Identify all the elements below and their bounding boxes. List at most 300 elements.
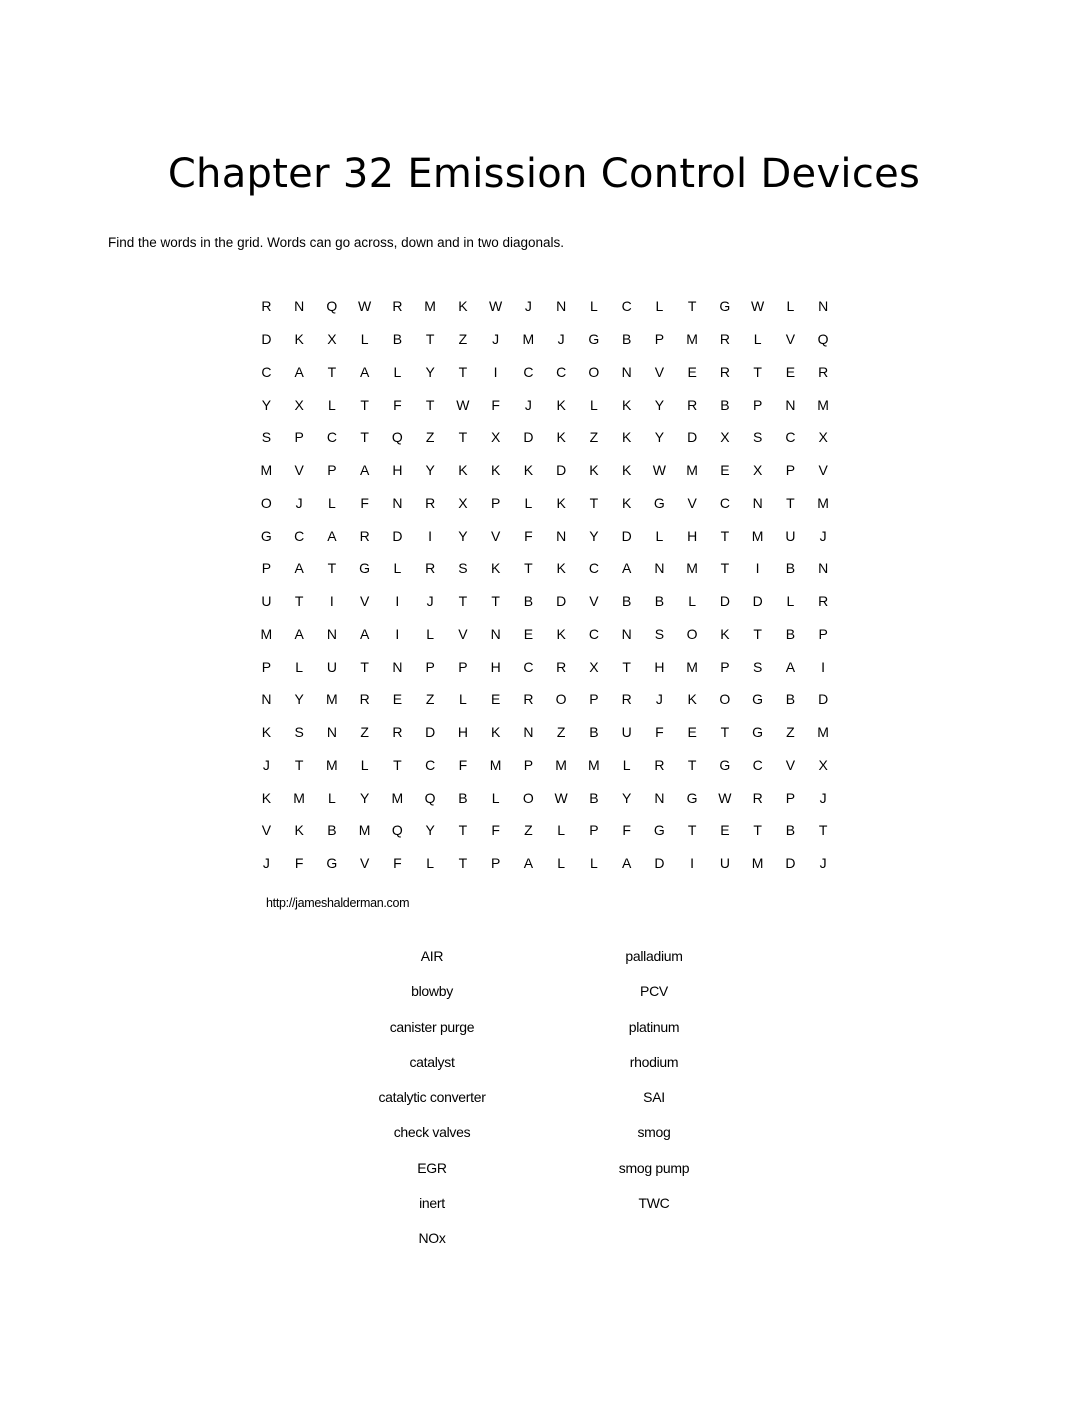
- grid-letter: T: [393, 756, 402, 773]
- grid-letter: P: [490, 855, 501, 872]
- grid-letter: L: [295, 658, 304, 675]
- grid-letter: G: [719, 298, 731, 315]
- grid-letter: B: [785, 822, 796, 839]
- grid-letter: T: [360, 658, 369, 675]
- grid-letter: P: [261, 560, 272, 577]
- grid-letter: T: [687, 756, 697, 773]
- grid-letter: S: [261, 429, 272, 446]
- grid-letter: B: [458, 789, 468, 806]
- grid-letter: L: [557, 822, 566, 839]
- grid-letter: G: [359, 560, 371, 577]
- grid-letter: P: [425, 658, 435, 675]
- grid-letter: B: [621, 593, 632, 610]
- grid-letter: J: [295, 494, 303, 511]
- grid-letter: G: [653, 494, 665, 511]
- grid-letter: J: [524, 396, 532, 413]
- grid-letter: R: [425, 494, 436, 511]
- grid-letter: L: [688, 593, 697, 610]
- grid-letter: P: [523, 756, 534, 773]
- grid-letter: T: [458, 822, 468, 839]
- grid-letter: D: [719, 593, 730, 610]
- grid-letter: T: [687, 298, 697, 315]
- grid-letter: M: [817, 724, 829, 741]
- grid-letter: K: [458, 462, 468, 479]
- grid-letter: O: [686, 625, 698, 642]
- word-search-grid: [250, 290, 840, 880]
- grid-letter: K: [294, 822, 304, 839]
- grid-letter: T: [425, 396, 435, 413]
- grid-letter: C: [719, 494, 730, 511]
- grid-letter: K: [589, 462, 599, 479]
- grid-letter: C: [752, 756, 763, 773]
- grid-letter: M: [817, 396, 829, 413]
- word-list-item: EGR: [417, 1159, 447, 1176]
- grid-letter: O: [522, 789, 534, 806]
- grid-letter: R: [752, 789, 763, 806]
- grid-letter: L: [524, 494, 533, 511]
- grid-letter: H: [457, 724, 468, 741]
- grid-letter: Z: [360, 724, 369, 741]
- grid-letter: Y: [654, 396, 665, 413]
- grid-letter: M: [358, 822, 371, 839]
- grid-letter: E: [720, 822, 730, 839]
- grid-letter: B: [621, 331, 632, 348]
- grid-letter: L: [491, 789, 500, 806]
- grid-letter: K: [261, 789, 272, 806]
- grid-letter: U: [261, 593, 272, 610]
- grid-letter: R: [359, 527, 370, 544]
- grid-letter: N: [621, 625, 632, 642]
- grid-letter: Q: [391, 429, 403, 446]
- grid-letter: A: [294, 560, 304, 577]
- grid-letter: M: [522, 331, 535, 348]
- grid-letter: E: [392, 691, 403, 708]
- grid-letter: G: [588, 331, 600, 348]
- grid-letter: G: [752, 724, 764, 741]
- grid-letter: L: [327, 396, 336, 413]
- grid-letter: L: [622, 756, 631, 773]
- grid-letter: R: [621, 691, 632, 708]
- grid-letter: L: [393, 363, 402, 380]
- source-url: http://jameshalderman.com: [266, 896, 410, 910]
- grid-letter: T: [753, 363, 762, 380]
- grid-letter: G: [653, 822, 665, 839]
- grid-letter: K: [261, 724, 272, 741]
- grid-letter: L: [393, 560, 402, 577]
- grid-letter: U: [785, 527, 796, 544]
- grid-letter: V: [687, 494, 697, 511]
- grid-letter: W: [358, 298, 372, 315]
- instructions: Find the words in the grid. Words can go across, down and in two diagonals.: [108, 235, 565, 250]
- grid-letter: E: [785, 363, 796, 380]
- grid-letter: N: [785, 396, 796, 413]
- grid-letter: C: [425, 756, 436, 773]
- grid-letter: P: [720, 658, 730, 675]
- grid-letter: K: [556, 429, 566, 446]
- grid-letter: T: [294, 756, 304, 773]
- grid-letter: G: [752, 691, 764, 708]
- grid-letter: D: [425, 724, 436, 741]
- grid-letter: T: [589, 494, 599, 511]
- grid-letter: B: [392, 331, 403, 348]
- word-list-item: NOx: [418, 1230, 446, 1246]
- grid-letter: D: [818, 691, 829, 708]
- grid-letter: M: [326, 756, 338, 773]
- grid-letter: R: [818, 593, 829, 610]
- grid-letter: K: [556, 494, 566, 511]
- grid-letter: F: [655, 724, 664, 741]
- grid-letter: L: [786, 298, 795, 315]
- grid-letter: T: [458, 363, 468, 380]
- grid-letter: P: [327, 462, 337, 479]
- grid-letter: K: [687, 691, 697, 708]
- grid-letter: C: [556, 363, 567, 380]
- grid-letter: B: [523, 593, 534, 610]
- grid-letter: Y: [425, 462, 435, 479]
- grid-letter: L: [426, 625, 435, 642]
- grid-letter: D: [785, 855, 796, 872]
- grid-letter: V: [359, 855, 370, 872]
- grid-letter: K: [621, 396, 632, 413]
- grid-letter: Z: [425, 429, 435, 446]
- grid-letter: N: [392, 494, 403, 511]
- grid-letter: E: [490, 691, 501, 708]
- grid-letter: T: [360, 429, 369, 446]
- grid-letter: A: [621, 855, 632, 872]
- grid-letter: R: [654, 756, 665, 773]
- grid-letter: F: [524, 527, 533, 544]
- grid-letter: S: [752, 429, 763, 446]
- grid-letter: V: [589, 593, 599, 610]
- grid-letter: T: [360, 396, 369, 413]
- grid-letter: Y: [359, 789, 370, 806]
- grid-letter: I: [493, 363, 498, 380]
- word-list-item: smog: [637, 1124, 671, 1141]
- grid-letter: J: [819, 527, 827, 544]
- grid-letter: W: [489, 298, 503, 315]
- grid-letter: V: [785, 756, 796, 773]
- grid-letter: N: [294, 298, 305, 315]
- grid-letter: T: [687, 822, 697, 839]
- grid-letter: M: [686, 331, 698, 348]
- grid-letter: L: [655, 527, 664, 544]
- word-list-item: PCV: [640, 983, 668, 1000]
- grid-letter: N: [261, 691, 272, 708]
- grid-letter: L: [360, 756, 369, 773]
- grid-letter: X: [589, 658, 599, 675]
- grid-letter: K: [720, 625, 730, 642]
- grid-letter: K: [621, 494, 632, 511]
- word-list-item: catalyst: [409, 1053, 455, 1070]
- grid-letter: B: [720, 396, 730, 413]
- grid-letter: A: [294, 363, 304, 380]
- grid-letter: W: [652, 462, 666, 479]
- grid-letter: N: [556, 527, 567, 544]
- grid-letter: G: [686, 789, 698, 806]
- grid-letter: P: [785, 462, 796, 479]
- grid-letter: D: [556, 593, 567, 610]
- grid-letter: G: [260, 527, 272, 544]
- word-list-item: smog pump: [618, 1159, 690, 1176]
- grid-letter: Y: [458, 527, 468, 544]
- grid-letter: L: [589, 855, 598, 872]
- grid-letter: B: [327, 822, 337, 839]
- grid-letter: M: [293, 789, 305, 806]
- grid-letter: T: [327, 363, 337, 380]
- word-list-item: platinum: [628, 1018, 680, 1035]
- grid-letter: N: [654, 560, 665, 577]
- grid-letter: M: [751, 527, 764, 544]
- grid-letter: I: [428, 527, 433, 544]
- grid-letter: R: [556, 658, 567, 675]
- grid-letter: L: [360, 331, 369, 348]
- grid-letter: Q: [817, 331, 829, 348]
- grid-letter: K: [556, 396, 566, 413]
- grid-letter: A: [523, 855, 534, 872]
- grid-letter: T: [622, 658, 631, 675]
- grid-letter: D: [687, 429, 698, 446]
- grid-letter: R: [359, 691, 370, 708]
- word-list-item: canister purge: [389, 1018, 475, 1035]
- grid-letter: T: [753, 625, 762, 642]
- grid-letter: L: [327, 789, 336, 806]
- grid-letter: R: [261, 298, 272, 315]
- grid-letter: K: [458, 298, 468, 315]
- grid-letter: S: [458, 560, 468, 577]
- word-list-item: rhodium: [629, 1053, 679, 1070]
- grid-letter: W: [718, 789, 732, 806]
- word-list-item: inert: [419, 1194, 445, 1211]
- grid-letter: M: [424, 298, 436, 315]
- grid-letter: R: [818, 363, 829, 380]
- grid-letter: L: [557, 855, 566, 872]
- grid-letter: Q: [391, 822, 403, 839]
- grid-letter: G: [326, 855, 338, 872]
- grid-letter: T: [818, 822, 828, 839]
- grid-letter: L: [786, 593, 795, 610]
- grid-letter: A: [327, 527, 337, 544]
- grid-letter: D: [621, 527, 632, 544]
- grid-letter: T: [458, 429, 468, 446]
- grid-letter: P: [785, 789, 796, 806]
- word-list-item: AIR: [420, 948, 444, 964]
- grid-letter: K: [556, 560, 566, 577]
- grid-letter: H: [687, 527, 698, 544]
- grid-letter: E: [720, 462, 730, 479]
- grid-letter: X: [294, 396, 304, 413]
- grid-letter: N: [556, 298, 567, 315]
- grid-letter: M: [686, 560, 698, 577]
- grid-letter: I: [821, 658, 826, 675]
- grid-letter: A: [359, 462, 370, 479]
- grid-letter: J: [819, 789, 827, 806]
- grid-letter: F: [393, 396, 402, 413]
- grid-letter: T: [327, 560, 337, 577]
- grid-letter: R: [523, 691, 534, 708]
- grid-letter: S: [654, 625, 665, 642]
- grid-letter: Y: [425, 363, 435, 380]
- grid-letter: C: [326, 429, 337, 446]
- grid-letter: B: [785, 691, 796, 708]
- grid-letter: P: [752, 396, 763, 413]
- grid-letter: D: [392, 527, 403, 544]
- grid-letter: U: [326, 658, 337, 675]
- grid-letter: Z: [786, 724, 795, 741]
- grid-letter: D: [523, 429, 534, 446]
- grid-letter: A: [294, 625, 304, 642]
- word-list-item: catalytic converter: [378, 1089, 486, 1105]
- grid-letter: W: [554, 789, 568, 806]
- grid-letter: T: [458, 593, 468, 610]
- grid-letter: P: [589, 822, 599, 839]
- word-list-item: palladium: [625, 948, 683, 964]
- grid-letter: T: [720, 560, 730, 577]
- grid-letter: I: [395, 593, 400, 610]
- grid-letter: P: [294, 429, 304, 446]
- grid-letter: C: [261, 363, 272, 380]
- grid-letter: W: [751, 298, 765, 315]
- grid-letter: M: [686, 658, 698, 675]
- grid-letter: J: [819, 855, 827, 872]
- grid-letter: V: [294, 462, 304, 479]
- grid-letter: J: [492, 331, 500, 348]
- grid-letter: N: [621, 363, 632, 380]
- grid-letter: T: [720, 724, 730, 741]
- grid-letter: F: [491, 396, 500, 413]
- grid-letter: M: [686, 462, 698, 479]
- grid-letter: A: [359, 363, 370, 380]
- grid-letter: L: [426, 855, 435, 872]
- grid-letter: T: [458, 855, 468, 872]
- grid-letter: A: [785, 658, 796, 675]
- grid-letter: E: [687, 363, 697, 380]
- grid-letter: R: [719, 363, 730, 380]
- grid-letter: E: [687, 724, 697, 741]
- grid-letter: C: [588, 560, 599, 577]
- grid-letter: D: [556, 462, 567, 479]
- grid-letter: M: [555, 756, 567, 773]
- grid-letter: L: [753, 331, 762, 348]
- grid-letter: A: [621, 560, 632, 577]
- grid-letter: Z: [524, 822, 533, 839]
- grid-letter: O: [555, 691, 567, 708]
- grid-letter: U: [621, 724, 632, 741]
- grid-letter: Z: [425, 691, 435, 708]
- grid-letter: X: [327, 331, 337, 348]
- grid-letter: V: [261, 822, 272, 839]
- word-list-item: SAI: [643, 1089, 665, 1105]
- grid-letter: S: [752, 658, 763, 675]
- grid-letter: P: [490, 494, 501, 511]
- grid-letter: L: [589, 298, 598, 315]
- grid-letter: M: [391, 789, 404, 806]
- grid-letter: V: [654, 363, 665, 380]
- grid-letter: F: [360, 494, 369, 511]
- grid-letter: T: [786, 494, 795, 511]
- grid-letter: N: [392, 658, 403, 675]
- grid-letter: N: [523, 724, 534, 741]
- grid-letter: X: [458, 494, 468, 511]
- grid-letter: C: [294, 527, 305, 544]
- grid-letter: C: [523, 363, 534, 380]
- grid-letter: H: [392, 462, 403, 479]
- grid-letter: O: [719, 691, 731, 708]
- grid-letter: J: [655, 691, 663, 708]
- grid-letter: M: [751, 855, 764, 872]
- grid-letter: J: [262, 756, 270, 773]
- grid-letter: I: [690, 855, 695, 872]
- grid-letter: L: [589, 396, 598, 413]
- grid-letter: Y: [654, 429, 665, 446]
- grid-letter: P: [589, 691, 599, 708]
- word-list-right: [554, 940, 754, 1222]
- grid-letter: M: [817, 494, 829, 511]
- grid-letter: V: [490, 527, 501, 544]
- grid-letter: N: [752, 494, 763, 511]
- grid-letter: G: [719, 756, 731, 773]
- grid-letter: R: [687, 396, 698, 413]
- grid-letter: W: [456, 396, 470, 413]
- grid-letter: Z: [556, 724, 566, 741]
- grid-letter: M: [326, 691, 338, 708]
- grid-letter: Z: [458, 331, 468, 348]
- grid-letter: K: [621, 462, 632, 479]
- grid-letter: X: [720, 429, 730, 446]
- word-list-item: TWC: [638, 1194, 670, 1211]
- grid-letter: H: [490, 658, 501, 675]
- grid-letter: N: [818, 560, 829, 577]
- grid-letter: P: [818, 625, 828, 642]
- word-list-item: blowby: [411, 983, 453, 1000]
- grid-letter: K: [490, 462, 501, 479]
- grid-letter: U: [719, 855, 730, 872]
- grid-letter: D: [752, 593, 763, 610]
- grid-letter: B: [785, 625, 796, 642]
- grid-letter: K: [523, 462, 534, 479]
- grid-letter: F: [491, 822, 500, 839]
- grid-letter: P: [458, 658, 468, 675]
- grid-letter: I: [755, 560, 760, 577]
- grid-letter: T: [425, 331, 435, 348]
- grid-letter: J: [524, 298, 532, 315]
- grid-letter: E: [523, 625, 534, 642]
- grid-letter: Q: [326, 298, 338, 315]
- grid-letter: S: [294, 724, 304, 741]
- grid-letter: C: [523, 658, 534, 675]
- grid-letter: J: [557, 331, 565, 348]
- grid-letter: D: [261, 331, 272, 348]
- grid-letter: Q: [424, 789, 436, 806]
- grid-letter: Y: [589, 527, 599, 544]
- grid-letter: X: [752, 462, 763, 479]
- grid-letter: Y: [294, 691, 304, 708]
- grid-letter: X: [818, 756, 828, 773]
- grid-letter: F: [294, 855, 304, 872]
- grid-letter: V: [359, 593, 370, 610]
- grid-letter: V: [785, 331, 796, 348]
- grid-letter: N: [326, 625, 337, 642]
- grid-letter: R: [719, 331, 730, 348]
- grid-letter: N: [654, 789, 665, 806]
- word-list-item: check valves: [393, 1124, 471, 1141]
- grid-letter: V: [818, 462, 828, 479]
- grid-letter: T: [720, 527, 730, 544]
- grid-letter: N: [818, 298, 829, 315]
- grid-letter: B: [654, 593, 665, 610]
- grid-letter: Y: [621, 789, 632, 806]
- grid-letter: I: [329, 593, 334, 610]
- grid-letter: L: [655, 298, 664, 315]
